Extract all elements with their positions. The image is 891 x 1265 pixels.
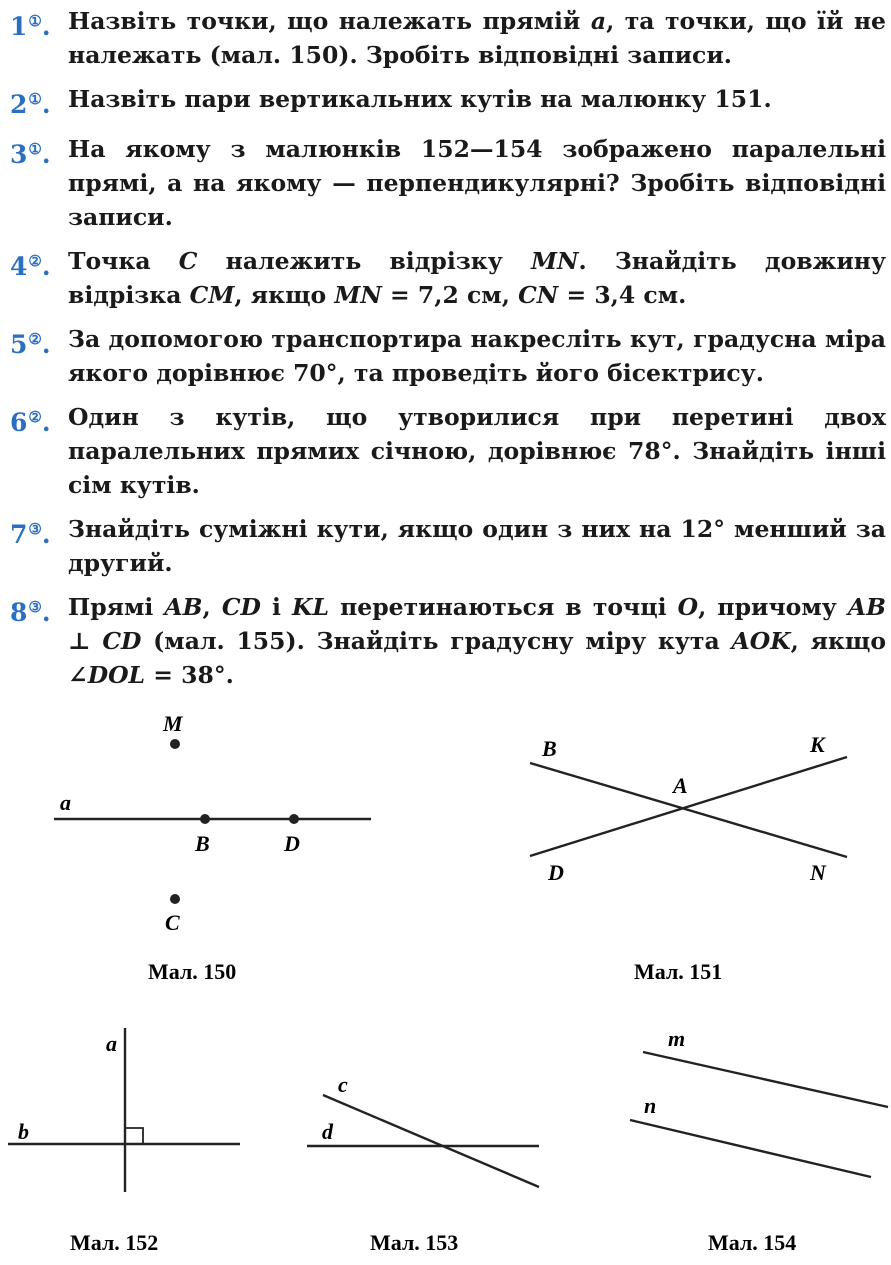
line-dk	[530, 757, 847, 856]
text-run: перетинаються в точці	[328, 593, 678, 621]
caption-153: Мал. 153	[370, 1230, 459, 1255]
line-c	[323, 1095, 539, 1187]
math-variable: KL	[292, 593, 329, 621]
point-d	[289, 814, 299, 824]
problem-number-value: 7	[10, 520, 28, 549]
text-run: Точка	[68, 247, 179, 275]
difficulty-level-icon: ①	[28, 90, 42, 108]
problem-1	[10, 4, 886, 72]
caption-150: Мал. 150	[148, 959, 237, 984]
problem-list	[10, 4, 886, 702]
text-run: і	[260, 593, 293, 621]
text-run: Назвіть точки, що належать прямій	[68, 7, 591, 35]
difficulty-level-icon: ①	[28, 12, 42, 30]
figure-154	[600, 1020, 891, 1265]
problem-number-value: 1	[10, 12, 28, 41]
math-variable: O	[677, 593, 699, 621]
line-n	[630, 1120, 871, 1177]
difficulty-level-icon: ②	[28, 252, 42, 270]
problem-3	[10, 132, 886, 234]
math-variable: AB ⊥ CD	[68, 593, 886, 655]
caption-152: Мал. 152	[70, 1230, 159, 1255]
label-c: c	[338, 1072, 348, 1097]
label-n: N	[810, 860, 826, 885]
label-b: B	[542, 736, 557, 761]
problem-6	[10, 400, 886, 502]
problem-text	[68, 4, 886, 72]
text-run: = 3,4 см.	[558, 281, 687, 309]
problem-text	[68, 244, 886, 312]
label-d: d	[322, 1119, 333, 1144]
problem-number: 1①.	[10, 12, 51, 41]
caption-154: Мал. 154	[708, 1230, 797, 1255]
problem-8	[10, 590, 886, 692]
figure-152	[0, 1020, 270, 1265]
text-run: . Знайдіть довжину відрізка	[68, 247, 886, 309]
text-run: (мал. 155). Знайдіть градусну міру кута	[141, 627, 732, 655]
line-m	[643, 1052, 888, 1107]
problem-text	[68, 322, 886, 390]
problem-text	[68, 400, 886, 502]
text-run: За допомогою транспортира накресліть кут, градусна міра якого дорівнює 70°, та проведіть його бісектрису.	[68, 325, 886, 387]
math-variable: CN	[518, 281, 559, 309]
label-a: a	[106, 1031, 117, 1056]
problem-text	[68, 512, 886, 580]
problem-7	[10, 512, 886, 580]
label-m: m	[668, 1026, 686, 1051]
text-run: На якому з малюнків 152—154 зображено паралельні прямі, а на якому — перпендикулярні? Зробіть відповідні записи.	[68, 135, 886, 231]
problem-text	[68, 82, 886, 116]
label-d: D	[284, 831, 300, 856]
problem-number: 4②.	[10, 252, 51, 281]
difficulty-level-icon: ②	[28, 330, 42, 348]
label-d: D	[548, 860, 564, 885]
problem-text	[68, 132, 886, 234]
text-run: Прямі	[68, 593, 165, 621]
math-variable: ∠DOL	[68, 661, 146, 689]
text-run: , та точки, що їй не належать (мал. 150). Зробіть відповідні записи.	[68, 7, 886, 69]
problem-2	[10, 82, 886, 122]
problem-number: 5②.	[10, 330, 51, 359]
math-variable: MN	[530, 247, 579, 275]
problem-number: 2①.	[10, 90, 51, 119]
math-variable: AB	[164, 593, 203, 621]
problem-number: 3①.	[10, 140, 51, 169]
problem-number-value: 8	[10, 598, 28, 627]
label-c: C	[165, 910, 180, 935]
figure-153	[290, 1020, 560, 1265]
problem-number: 8③.	[10, 598, 51, 627]
point-c	[170, 894, 180, 904]
math-variable: a	[590, 7, 607, 35]
text-run: Знайдіть суміжні кути, якщо один з них на 12° менший за другий.	[68, 515, 886, 577]
label-n: n	[644, 1093, 657, 1118]
text-run: , якщо	[790, 627, 887, 655]
label-b: B	[195, 831, 210, 856]
line-bn	[530, 763, 847, 857]
problem-number-value: 4	[10, 252, 28, 281]
problem-text	[68, 590, 886, 692]
figure-151	[500, 700, 891, 1000]
text-run: належить відрізку	[197, 247, 531, 275]
math-variable: CD	[221, 593, 261, 621]
text-run: Назвіть пари вертикальних кутів на малюнку 151.	[68, 85, 772, 113]
problem-5	[10, 322, 886, 390]
label-b: b	[18, 1119, 29, 1144]
problem-number-value: 3	[10, 140, 28, 169]
problem-number-value: 5	[10, 330, 28, 359]
problem-4	[10, 244, 886, 312]
math-variable: MN	[334, 281, 382, 309]
point-b	[200, 814, 210, 824]
difficulty-level-icon: ①	[28, 140, 42, 158]
math-variable: C	[178, 247, 198, 275]
label-k: K	[810, 732, 825, 757]
problem-number-value: 2	[10, 90, 28, 119]
math-variable: CM	[189, 281, 235, 309]
text-run: , якщо	[234, 281, 335, 309]
text-run: = 38°.	[145, 661, 234, 689]
difficulty-level-icon: ②	[28, 408, 42, 426]
right-angle-mark	[125, 1128, 143, 1144]
problem-number: 6②.	[10, 408, 51, 437]
difficulty-level-icon: ③	[28, 520, 42, 538]
label-a: a	[60, 790, 71, 815]
difficulty-level-icon: ③	[28, 598, 42, 616]
text-run: Один з кутів, що утворилися при перетині двох паралельних прямих січною, дорівнює 78°. Знайдіть інші сім кутів.	[68, 403, 886, 499]
text-run: , причому	[698, 593, 848, 621]
label-a: A	[673, 773, 688, 798]
problem-number-value: 6	[10, 408, 28, 437]
problem-number: 7③.	[10, 520, 51, 549]
point-m	[170, 739, 180, 749]
caption-151: Мал. 151	[634, 959, 723, 984]
text-run: = 7,2 см,	[381, 281, 519, 309]
text-run: ,	[202, 593, 222, 621]
label-m: M	[163, 711, 183, 736]
math-variable: AOK	[731, 627, 791, 655]
figure-150	[0, 700, 400, 1000]
